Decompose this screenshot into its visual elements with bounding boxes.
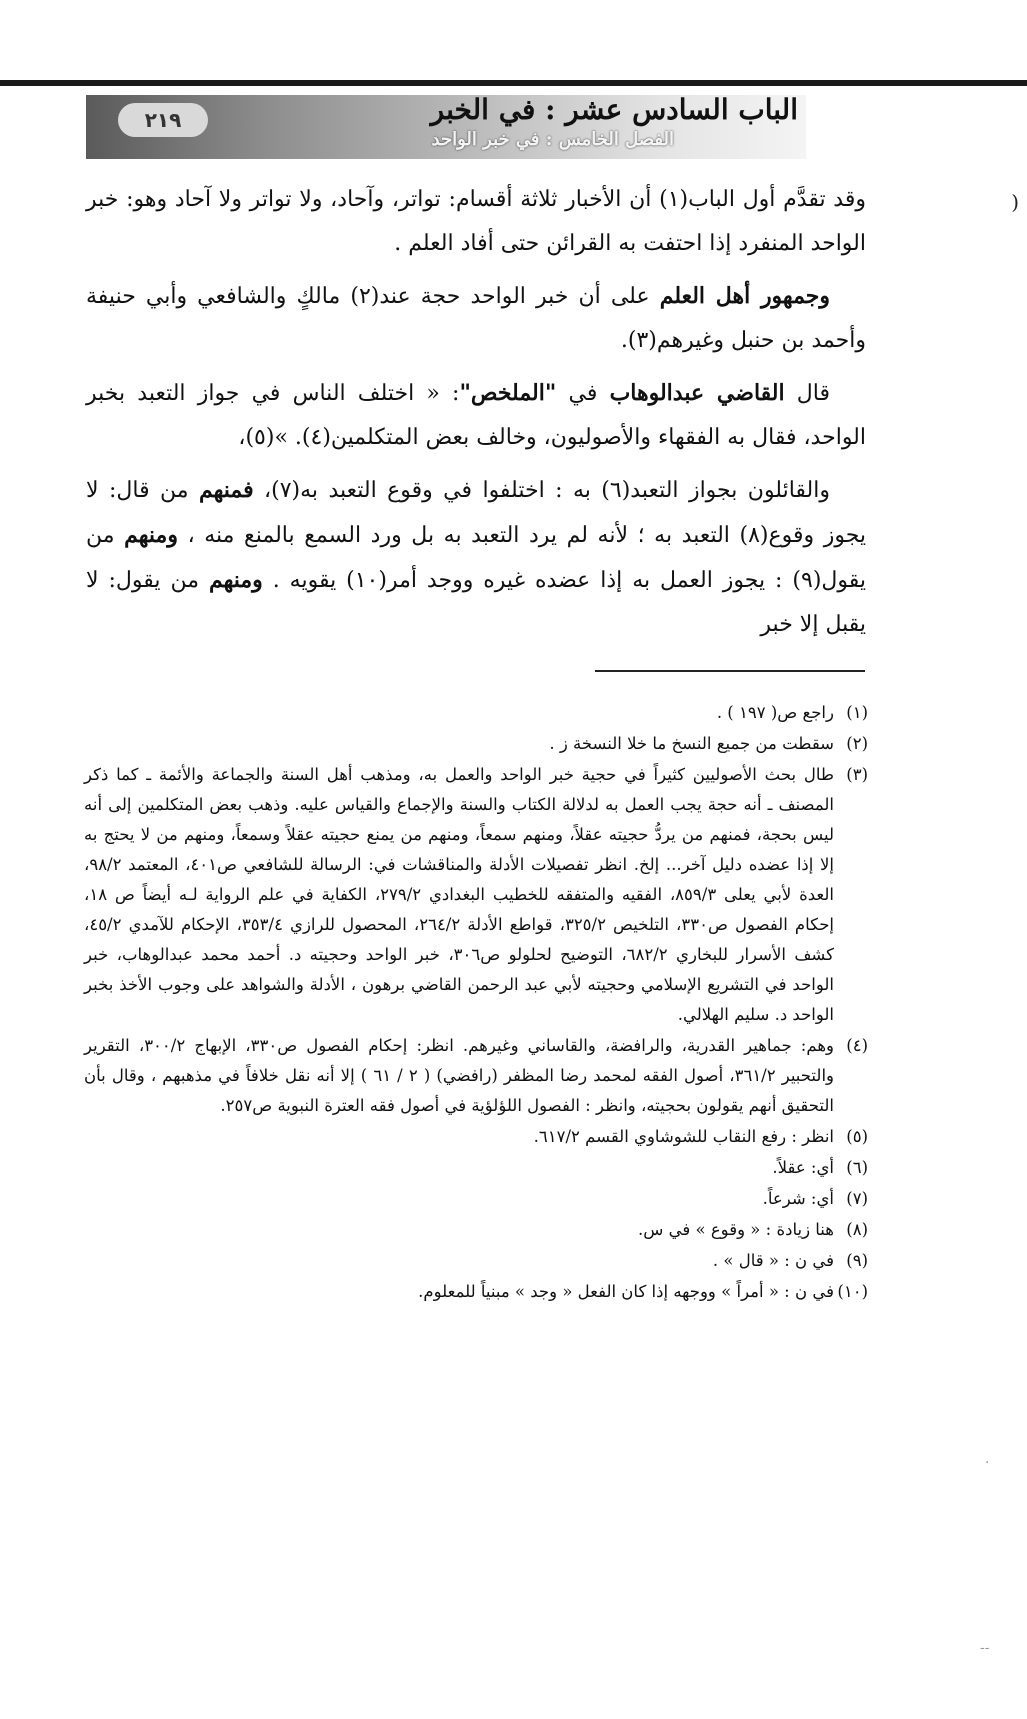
running-header bbox=[86, 95, 806, 159]
paragraph-4: والقائلون بجواز التعبد(٦) به : اختلفوا في وقوع التعبد به(٧)، فمنهم من قال: لا يجوز وقوع(٨) التعبد به ؛ لأنه لم يرد التعبد به بل ورد السمع بالمنع منه ، ومنهم من يقول(٩) : يجوز العمل به إذا عضده غيره ووجد أمر(١٠) يقويه . ومنهم من يقول: لا يقبل إلا خبر bbox=[86, 477, 867, 637]
footnote: (٧) أي: شرعاً. bbox=[762, 1189, 868, 1208]
section-title: الفصل الخامس : في خبر الواحد bbox=[431, 129, 674, 150]
footnote: (٩) في ن : « قال » . bbox=[712, 1251, 868, 1270]
footnotes bbox=[84, 698, 868, 1308]
scan-speck: · bbox=[985, 1455, 990, 1471]
scan-speck: -- bbox=[980, 1640, 990, 1656]
footnote: (٦) أي: عقلاً. bbox=[772, 1158, 868, 1177]
footnote: (٣) طال بحث الأصوليين كثيراً في حجية خبر الواحد والعمل به، ومذهب أهل السنة والجماعة والأئمة ـ كما ذكر المصنف ـ أنه حجة يجب العمل به لدلالة الكتاب والسنة والإجماع والقياس عليه. وذهب بعض المتكلمين إلى أنه ليس بحجة، فمنهم من يردُّ حجيته عقلاً، ومنهم سمعاً، ومنهم من يمنع حجيته عقلاً وسمعاً، ومنهم من لا يحتج به إلا إذا عضده دليل آخر... إلخ. انظر تفصيلات الأدلة والمناقشات في: الرسالة للشافعي ص٤٠١، المعتمد ٩٨/٢، العدة لأبي يعلى ٨٥٩/٣، الفقيه والمتفقه للخطيب البغدادي ٢٧٩/٢، الكفاية في علم الرواية لـه أيضاً ص ١٨، إحكام الفصول ص٣٣٠، التلخيص ٣٢٥/٢، قواطع الأدلة ٢٦٤/٢، المحصول للرازي ٣٥٣/٤، الإحكام للآمدي ٤٥/٢، كشف الأسرار للبخاري ٦٨٢/٢، التوضيح لحلولو ص٣٠٦، خبر الواحد وحجيته د. أحمد محمد عبدالوهاب، خبر الواحد في التشريع الإسلامي وحجيته لأبي عبد الرحمن القاضي برهون ، الأدلة والشواهد على وجوب الأخذ بخبر الواحد د. سليم الهلالي. bbox=[84, 765, 868, 1024]
footnote: (٢) سقطت من جميع النسخ ما خلا النسخة ز . bbox=[549, 734, 868, 753]
main-text bbox=[86, 178, 866, 655]
page-number: ٢١٩ bbox=[118, 103, 208, 137]
footnote: (٨) هنا زيادة : « وقوع » في س. bbox=[637, 1220, 868, 1239]
footnote: (١٠) في ن : « أمراً » ووجهه إذا كان الفعل « وجد » مبنياً للمعلوم. bbox=[418, 1282, 868, 1301]
footnote: (٤) وهم: جماهير القدرية، والرافضة، والقاساني وغيرهم. انظر: إحكام الفصول ص٣٣٠، الإبهاج ٣٠٠/٢، التقرير والتحبير ٣٦١/٢، أصول الفقه لمحمد رضا المظفر (رافضي) ( ٢ / ٦١ ) إلا أنه نقل خلافاً في مذهبهم ، وقال بأن التحقيق أنهم يقولون بحجيته، وانظر : الفصول اللؤلؤية في أصول فقه العترة النبوية ص٢٥٧. bbox=[84, 1036, 868, 1115]
paragraph-2: وجمهور أهل العلم على أن خبر الواحد حجة عند(٢) مالكٍ والشافعي وأبي حنيفة وأحمد بن حنبل وغيرهم(٣). bbox=[86, 283, 866, 353]
scan-mark: ( bbox=[1011, 190, 1019, 214]
header-top-rule bbox=[0, 80, 1027, 86]
chapter-title: الباب السادس عشر : في الخبر bbox=[430, 93, 798, 126]
paragraph-3: قال القاضي عبدالوهاب في "الملخص": « اختلف الناس في جواز التعبد بخبر الواحد، فقال به الفقهاء والأصوليون، وخالف بعض المتكلمين(٤). »(٥)، bbox=[86, 380, 866, 450]
footnote: (٥) انظر : رفع النقاب للشوشاوي القسم ٦١٧/٢. bbox=[533, 1127, 868, 1146]
paragraph-1: وقد تقدَّم أول الباب(١) أن الأخبار ثلاثة أقسام: تواتر، وآحاد، ولا تواتر ولا آحاد وهو: خبر الواحد المنفرد إذا احتفت به القرائن حتى أفاد العلم . bbox=[86, 187, 866, 256]
footnote-separator bbox=[595, 670, 865, 672]
footnote: (١) راجع ص( ١٩٧ ) . bbox=[716, 703, 868, 722]
